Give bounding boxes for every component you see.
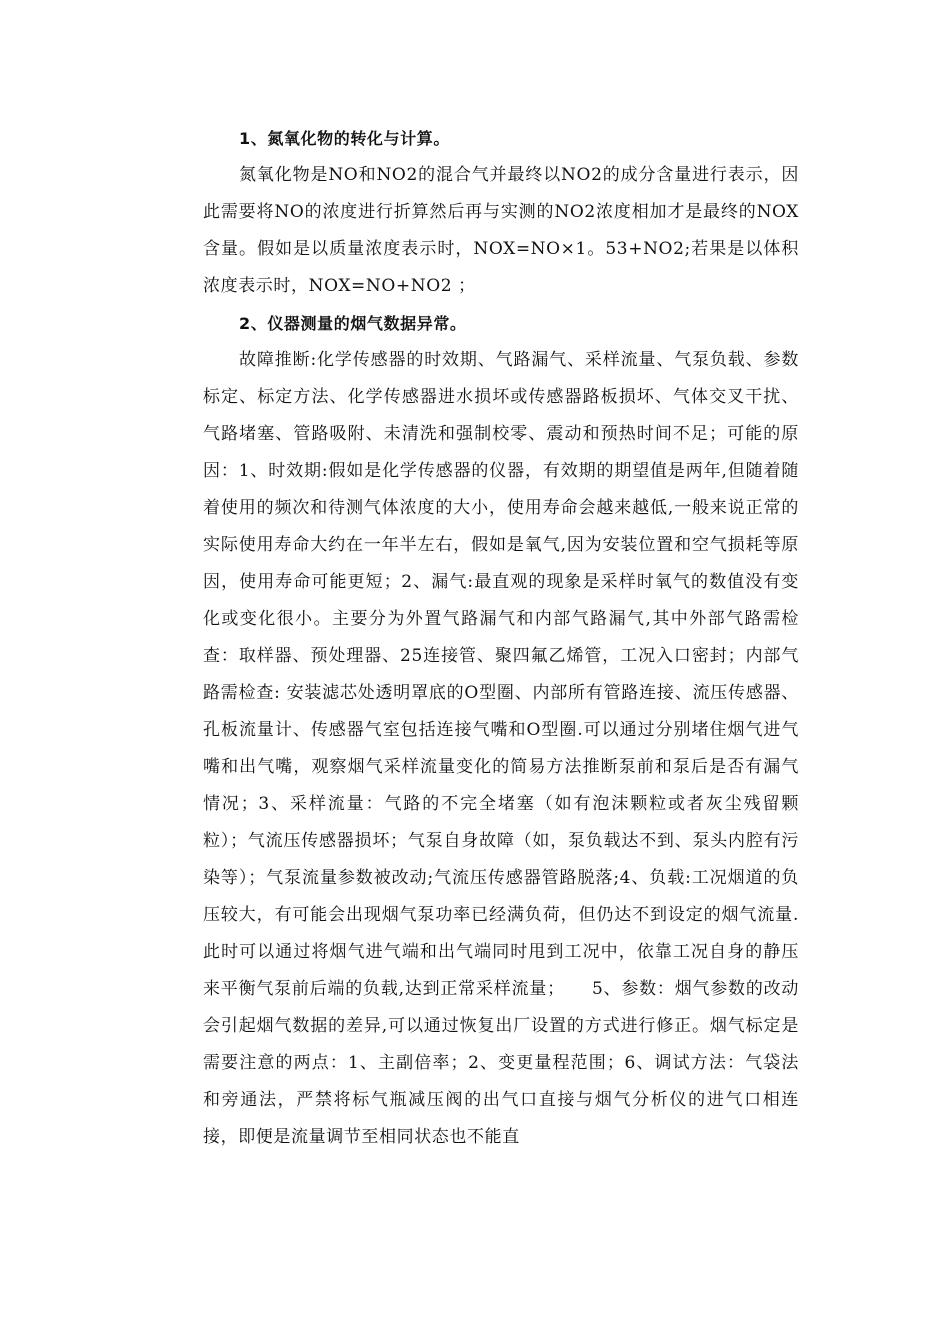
section-1-paragraph: 氮氧化物是NO和NO2的混合气并最终以NO2的成分含量进行表示，因此需要将NO的浓度进行折算然后再与实测的NO2浓度相加才是最终的NOX含量。假如是以质量浓度表示时，NOX=NO×1。53+NO2;若果是以体积浓度表示时，NOX=NO+NO2 ； — [203, 165, 799, 296]
section-2-paragraph: 故障推断:化学传感器的时效期、气路漏气、采样流量、气泵负载、参数标定、标定方法、化学传感器进水损坏或传感器路板损坏、气体交叉干扰、气路堵塞、管路吸附、未清洗和强制校零、震动和预热时间不足；可能的原因：1、时效期:假如是化学传感器的仪器，有效期的期望值是两年,但随着随着使用的频次和待测气体浓度的大小，使用寿命会越来越低,一般来说正常的实际使用寿命大约在一年半左右，假如是氧气,因为安装位置和空气损耗等原因，使用寿命可能更短；2、漏气:最直观的现象是采样时氧气的数值没有变化或变化很小。主要分为外置气路漏气和内部气路漏气,其中外部气路需检查：取样器、预处理器、25连接管、聚四氟乙烯管，工况入口密封；内部气路需检查: 安装滤芯处透明罩底的O型圈、内部所有管路连接、流压传感器、孔板流量计、传感器气室包括连接气嘴和O型圈.可以通过分别堵住烟气进气嘴和出气嘴，观察烟气采样流量变化的简易方法推断泵前和泵后是否有漏气情况；3、采样流量：气路的不完全堵塞（如有泡沫颗粒或者灰尘残留颗粒）；气流压传感器损坏；气泵自身故障（如，泵负载达不到、泵头内腔有污染等）；气泵流量参数被改动;气流压传感器管路脱落;4、负载:工况烟道的负压较大，有可能会出现烟气泵功率已经满负荷，但仍达不到设定的烟气流量.此时可以通过将烟气进气端和出气端同时甩到工况中，依靠工况自身的静压来平衡气泵前后端的负载,达到正常采样流量； 5、参数：烟气参数的改动会引起烟气数据的差异,可以通过恢复出厂设置的方式进行修正。烟气标定是需要注意的两点：1、主副倍率；2、变更量程范围；6、调试方法：气袋法和旁通法，严禁将标气瓶减压阀的出气口直接与烟气分析仪的进气口相连接，即便是流量调节至相同状态也不能直 — [203, 350, 799, 1147]
section-2-heading: 2、仪器测量的烟气数据异常。 — [239, 314, 467, 333]
section-1-heading: 1、氮氧化物的转化与计算。 — [239, 129, 450, 148]
document-content — [203, 120, 799, 1156]
